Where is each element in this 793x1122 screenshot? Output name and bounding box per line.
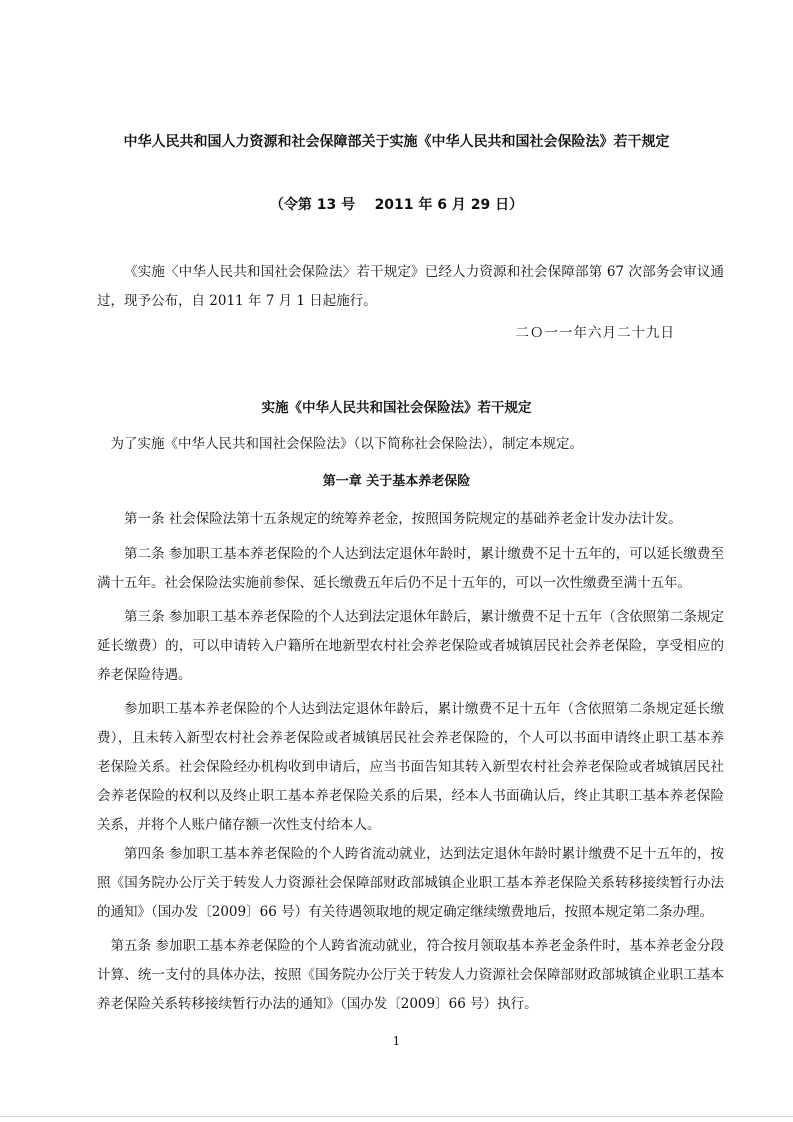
document-title: 中华人民共和国人力资源和社会保障部关于实施《中华人民共和国社会保险法》若干规定 (123, 134, 670, 150)
article-4: 第四条 参加职工基本养老保险的个人跨省流动就业，达到法定退休年龄时累计缴费不足十五年的，按照《国务院办公厅关于转发人力资源社会保障部财政部城镇企业职工基本养老保险关系转移接续暂行办法的通知》（国办发〔2009〕66 号）有关待遇领取地的规定确定继续缴费地后，按照本规定第二条办理。 (97, 846, 724, 920)
announcement-paragraph: 《实施〈中华人民共和国社会保险法〉若干规定》已经人力资源和社会保障部第 67 次部务会审议通过，现予公布，自 2011 年 7 月 1 日起施行。 (97, 264, 724, 309)
page-number: 1 (392, 1034, 401, 1048)
article-1: 第一条 社会保险法第十五条规定的统筹养老金，按照国务院规定的基础养老金计发办法计发。 (124, 511, 682, 527)
order-number: （令第 13 号 2011 年 6 月 29 日） (269, 197, 524, 213)
article-5: 第五条 参加职工基本养老保险的个人跨省流动就业，符合按月领取基本养老金条件时，基本养老金分段计算、统一支付的具体办法，按照《国务院办公厅关于转发人力资源社会保障部财政部城镇企业职工基本养老保险关系转移接续暂行办法的通知》（国办发〔2009〕66 号）执行。 (97, 938, 724, 1012)
chapter-heading: 第一章 关于基本养老保险 (322, 474, 471, 489)
article-2: 第二条 参加职工基本养老保险的个人达到法定退休年龄时，累计缴费不足十五年的，可以延长缴费至满十五年。社会保险法实施前参保、延长缴费五年后仍不足十五年的，可以一次性缴费至满十五年。 (97, 546, 724, 591)
regulation-subtitle: 实施《中华人民共和国社会保险法》若干规定 (261, 400, 532, 416)
page-bottom-divider (0, 1116, 793, 1117)
article-3: 第三条 参加职工基本养老保险的个人达到法定退休年龄后，累计缴费不足十五年（含依照第二条规定延长缴费）的，可以申请转入户籍所在地新型农村社会养老保险或者城镇居民社会养老保险，享受相应的养老保险待遇。 (97, 609, 724, 683)
article-3-paragraph-2: 参加职工基本养老保险的个人达到法定退休年龄后，累计缴费不足十五年（含依照第二条规定延长缴费），且未转入新型农村社会养老保险或者城镇居民社会养老保险的，个人可以书面申请终止职工基本养老保险关系。社会保险经办机构收到申请后，应当书面告知其转入新型农村社会养老保险或者城镇居民社会养老保险的权利以及终止职工基本养老保险关系的后果，经本人书面确认后，终止其职工基本养老保险关系，并将个人账户储存额一次性支付给本人。 (97, 701, 724, 833)
preamble-paragraph: 为了实施《中华人民共和国社会保险法》（以下简称社会保险法），制定本规定。 (110, 436, 583, 452)
issue-date: 二Ｏ一一年六月二十九日 (515, 325, 675, 341)
